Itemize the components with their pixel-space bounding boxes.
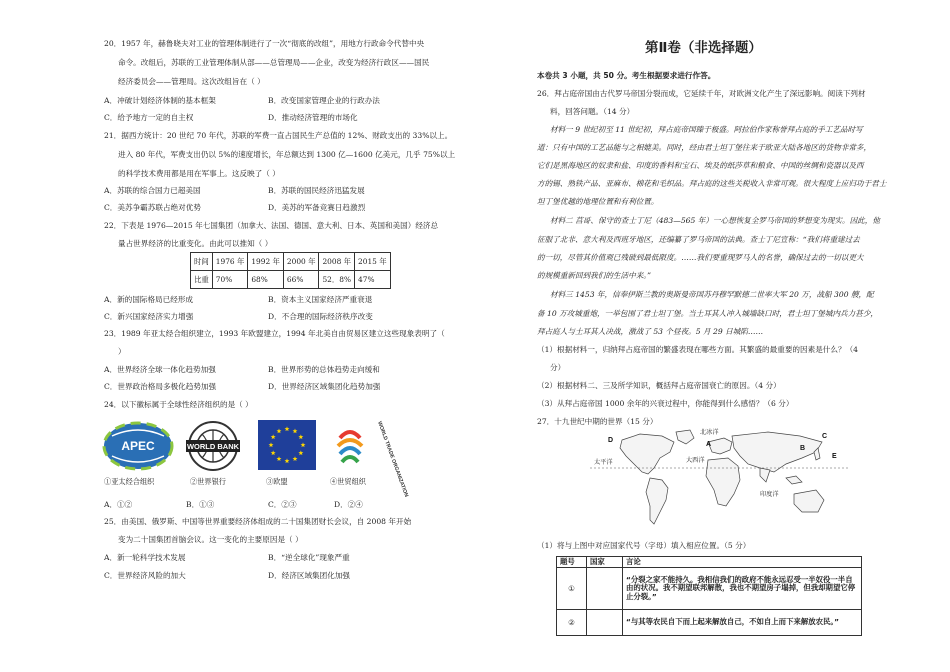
table-cell-no: ② [557, 610, 587, 636]
apec-logo-text: APEC [121, 439, 155, 453]
map-label-arctic: 北冰洋 [700, 429, 719, 436]
q26-material-1-line-1: 材料一 9 世纪初至 11 世纪初，拜占庭帝国臻于极盛。阿拉伯作家称誉拜占庭的手工艺品时写 [550, 125, 863, 134]
q24-option-c[interactable]: C．②③ [268, 500, 297, 509]
q27-sub-question-1: （1）将与上图中对应国家代号（字母）填入相应位置。（5 分） [537, 541, 751, 550]
table-row [557, 557, 862, 568]
map-label-atlantic: 大西洋 [686, 457, 705, 464]
q20-stem-line-1: 20．1957 年，赫鲁晓夫对工业的管理体制进行了一次“彻底的改组”，用地方行政命令代替中央 [104, 39, 425, 48]
table-cell: 1976 年 [212, 253, 248, 271]
q26-sub-question-1: （1）根据材料一，归纳拜占庭帝国的繁盛表现在哪些方面。其繁盛的最重要的因素是什么？（4 [537, 345, 859, 354]
table-cell: 52．8% [319, 271, 355, 289]
q21-stem-line-2: 进入 80 年代，军费支出仍以 5%的速度增长，年总额达到 1300 亿—1600 亿美元，几乎 75%以上 [118, 150, 456, 159]
table-cell: 47% [355, 271, 391, 289]
q23-stem-line-1: 23．1989 年亚太经合组织建立，1993 年欧盟建立，1994 年北美自由贸易区建立这些现象表明了（ [104, 329, 445, 338]
q22-option-d[interactable]: D．不合理的国际经济秩序改变 [268, 312, 373, 321]
eu-flag-icon [258, 420, 316, 470]
table-cell: 70% [212, 271, 248, 289]
q25-option-c[interactable]: C．世界经济风险的加大 [104, 571, 186, 580]
q20-option-d[interactable]: D．推动经济管理的市场化 [268, 113, 358, 122]
q23-option-d[interactable]: D．世界经济区域集团化趋势加强 [268, 382, 381, 391]
q21-stem-line-3: 的科学技术费用都是用在军事上。这反映了（ ） [118, 169, 280, 178]
section-note: 本卷共 3 小题，共 50 分。考生根据要求进行作答。 [537, 71, 716, 80]
q25-option-b[interactable]: B．“逆全球化”现象严重 [268, 553, 350, 562]
wto-logo-text: WORLD TRADE ORGANIZATION [376, 420, 410, 498]
q26-material-3-line-3: 拜占庭人与土耳其人决战，激战了 53 个昼夜。5 月 29 日城陷…… [537, 327, 764, 336]
q21-option-b[interactable]: B．苏联的国民经济迅猛发展 [268, 186, 365, 195]
q26-material-1-line-3: 它们是黑海地区的奴隶和盐、印度的香料和宝石、埃及的纸莎草和粮食、中国的丝绸和瓷器以及西 [537, 161, 864, 170]
q22-option-c[interactable]: C．新兴国家经济实力增强 [104, 312, 194, 321]
table-row [557, 610, 862, 636]
world-bank-logo-text: WORLD BANK [186, 442, 240, 451]
table-cell: 1992 年 [248, 253, 284, 271]
q24-caption-2: ②世界银行 [190, 477, 226, 486]
q21-option-c[interactable]: C．美苏争霸苏联占绝对优势 [104, 203, 201, 212]
q21-option-a[interactable]: A．苏联的综合国力已超美国 [104, 186, 201, 195]
q24-caption-3: ③欧盟 [266, 477, 288, 486]
table-cell: 2015 年 [355, 253, 391, 271]
table-cell-no: ① [557, 568, 587, 610]
q21-option-d[interactable]: D．美苏的军备竞赛日趋激烈 [268, 203, 366, 212]
q26-sub-question-2: （2）根据材料二、三及所学知识，概括拜占庭帝国衰亡的原因。（4 分） [537, 381, 781, 390]
q25-option-a[interactable]: A．新一轮科学技术发展 [104, 553, 186, 562]
table-header-no: 题号 [557, 557, 587, 568]
q20-option-c[interactable]: C．给予地方一定的自主权 [104, 113, 194, 122]
map-label-pacific: 太平洋 [594, 459, 613, 466]
map-label-b: B [800, 445, 806, 452]
q22-option-a[interactable]: A．新的国际格局已经形成 [104, 295, 194, 304]
apec-logo-icon [102, 420, 174, 472]
q22-stem-line-2: 量占世界经济的比重变化。由此可以推知（ ） [118, 239, 273, 248]
q25-option-d[interactable]: D．经济区域集团化加强 [268, 571, 351, 580]
table-cell-country-input[interactable] [587, 610, 623, 636]
world-bank-logo-icon [182, 420, 244, 472]
section-title: 第Ⅱ卷（非选择题） [645, 40, 762, 56]
map-label-indian: 印度洋 [760, 491, 779, 498]
q20-option-a[interactable]: A．冲破计划经济体制的基本框架 [104, 96, 216, 105]
q23-option-b[interactable]: B．世界形势的总体趋势走向缓和 [268, 365, 380, 374]
table-header-quote: 言论 [623, 557, 862, 568]
table-row [191, 271, 391, 289]
q24-stem: 24．以下徽标属于全球性经济组织的是（ ） [104, 400, 253, 409]
q27-answer-table [556, 556, 862, 636]
map-label-a: A [706, 441, 712, 448]
q24-caption-4: ④世贸组织 [330, 477, 366, 486]
q26-stem-line-2: 料，回答问题。（14 分） [550, 107, 635, 116]
q24-option-a[interactable]: A．①② [104, 500, 133, 509]
q26-sub-question-3: （3）从拜占庭帝国 1000 余年的兴衰过程中，你能得到什么感悟？（6 分） [537, 399, 794, 408]
q26-material-2-line-4: 的规模重新回到我们的生活中来。” [537, 271, 651, 280]
q20-stem-line-2: 命令。改组后，苏联的工业管理体制从部——总管理局——企业，改变为经济行政区——国民 [118, 58, 430, 67]
q22-option-b[interactable]: B．资本主义国家经济严重衰退 [268, 295, 373, 304]
q26-material-2-line-1: 材料二 莒哥、保守的查士丁尼（483—565 年）一心想恢复全罗马帝国的梦想变为现实。因此，他 [550, 216, 880, 225]
q23-option-a[interactable]: A．世界经济全球一体化趋势加强 [104, 365, 216, 374]
q20-stem-line-3: 经济委员会——管理局。这次改组旨在（ ） [118, 77, 265, 86]
map-label-c: C [822, 433, 828, 440]
table-cell-quote: “分裂之家不能持久。我相信我们的政府不能永远忍受一半奴役一半自由的状况。我不期望联邦解散，我也不期望房子塌掉，但我却期望它停止分裂。” [623, 568, 862, 610]
q22-data-table [190, 252, 391, 289]
table-cell: 2000 年 [283, 253, 319, 271]
q26-material-2-line-2: 征服了北非、意大利及西班牙地区，还编纂了罗马帝国的法典。查士丁尼宣称：“我们将重建过去 [537, 235, 860, 244]
q20-option-b[interactable]: B．改变国家管理企业的行政办法 [268, 96, 380, 105]
table-cell: 68% [248, 271, 284, 289]
q25-stem-line-1: 25．由美国、俄罗斯、中国等世界重要经济体组成的二十国集团财长会议，自 2008 年开始 [104, 517, 412, 526]
q25-stem-line-2: 变为二十国集团首脑会议。这一变化的主要原因是（ ） [118, 535, 303, 544]
q24-option-b[interactable]: B．①③ [186, 500, 215, 509]
table-row [557, 568, 862, 610]
map-label-d: D [608, 437, 614, 444]
q24-option-d[interactable]: D．②④ [334, 500, 363, 509]
q26-stem-line-1: 26．拜占庭帝国由古代罗马帝国分裂而成，它延续千年，对欧洲文化产生了深远影响。阅读下列材 [537, 89, 866, 98]
q23-stem-line-2: ） [118, 347, 126, 356]
table-cell: 2008 年 [319, 253, 355, 271]
table-header-country: 国家 [587, 557, 623, 568]
world-map [590, 428, 848, 536]
q26-material-1-line-5: 坦丁堡优越的地理位置和有利位置。 [537, 197, 659, 206]
table-row [191, 253, 391, 271]
q26-material-3-line-2: 备 10 万攻城重炮，一举包围了君士坦丁堡。当土耳其人冲入城墙缺口时，君士坦丁堡城内兵力甚少， [537, 309, 879, 318]
table-cell-country-input[interactable] [587, 568, 623, 610]
table-cell: 比重 [191, 271, 213, 289]
q22-stem-line-1: 22．下表是 1976—2015 年七国集团（加拿大、法国、德国、意大利、日本、英国和美国）经济总 [104, 221, 439, 230]
q26-material-1-line-4: 方的锡、熟铁产品、亚麻布、棉花和毛织品。拜占庭的这些关税收入非常可观。很大程度上应归功于君士 [537, 179, 887, 188]
q26-material-3-line-1: 材料三 1453 年，信奉伊斯兰教的奥斯曼帝国苏丹穆罕默德二世率大军 20 万，战船 300 艘，配 [550, 290, 874, 299]
q21-stem-line-1: 21．据西方统计：20 世纪 70 年代，苏联的军费一直占国民生产总值的 12%、财政支出的 33%以上。 [104, 131, 453, 140]
q26-material-2-line-3: 的一切，尽管其价值观已残破到最低限度。……我们要重现罗马人的名誉，确保过去的一切以更大 [537, 253, 864, 262]
table-cell: 时间 [191, 253, 213, 271]
table-cell: 66% [283, 271, 319, 289]
q23-option-c[interactable]: C．世界政治格局多极化趋势加强 [104, 382, 217, 391]
q26-sub-question-1-cont: 分） [550, 363, 566, 372]
table-cell-quote: “与其等农民自下而上起来解放自己，不如自上而下来解放农民。” [623, 610, 862, 636]
q26-material-1-line-2: 道：只有中国的工艺品能与之相媲美。同时，经由君士坦丁堡往来于欧亚大陆各地区的货物非常多， [537, 143, 872, 152]
q24-caption-1: ①亚太经合组织 [104, 477, 155, 486]
q27-stem: 27．十九世纪中期的世界（15 分） [537, 417, 658, 426]
map-label-e: E [832, 453, 837, 460]
